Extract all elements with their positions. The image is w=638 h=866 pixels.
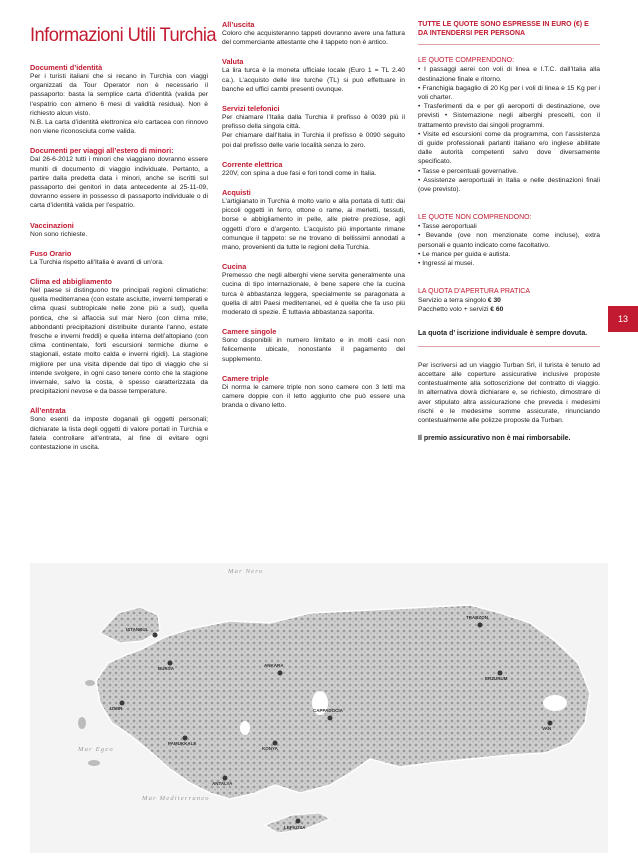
section-body-telefonici-2: Per chiamare dall’Italia in Turchia il prefisso è 0090 seguito poi dal prefisso delle varie località senza lo zero. — [222, 132, 405, 149]
iscrizione-note: La quota d’ iscrizione individuale è sempre dovuta. — [418, 329, 588, 337]
comprendono-item: • Assistenze aeroportuali in Italia e nelle destinazioni finali (ove previsto). — [418, 176, 600, 194]
non-comprendono-item: • Ingressi ai musei. — [418, 260, 475, 268]
section-heading-vaccinazioni: Vaccinazioni — [30, 220, 74, 230]
quotes-header: TUTTE LE QUOTE SONO ESPRESSE IN EURO (€) E DA INTENDERSI PER PERSONA — [418, 21, 589, 38]
section-body-clima: Nel paese si distinguono tre principali regioni climatiche: quella mediterranea (con estate asciutte, inverni temperati e clima quasi subtropicale nelle zone più a sud), quella pontica, che si affaccia sul mar Nero (con clima mite, abbondanti precipitazioni distribuite durante l’anno, estate fresche e inverni freddi) e quella interna dell’altopiano (con clima continentale, forti escursioni termiche diurne e stagionali, estate molto calda e inverni rigidi). La stagione migliore per una visita dipende dal tipo di viaggio che si intende svolgere, in ogni caso tenere conto che la stagione invernale, salvo la costa, è spesso caratterizzata da precipitazioni nevose e da basse temperature. — [30, 287, 208, 396]
apertura-pratica-value: € 30 — [487, 297, 501, 305]
section-body-uscita: Coloro che acquisteranno tappeti dovranno avere una fattura del commerciante attestante che il tappeto non è antico. — [222, 30, 405, 47]
apertura-pratica-label: Pacchetto volo + servizi — [418, 306, 491, 314]
map-city-label: TRABZON — [466, 615, 488, 620]
comprendono-item: • Visite ed escursioni come da programma, con l’assistenza di guide professionali parlanti italiano e/o inglese abilitate dalle autorità competenti salvo dove diversamente specificato. — [418, 130, 600, 166]
apertura-pratica-line — [418, 296, 600, 305]
section-body-valuta: La lira turca è la moneta ufficiale locale (Euro 1 = TL 2.40 ca.). L’acquisto delle lire turche (TL) si può effettuare in banche ed uffici cambi presenti ovunque. — [222, 67, 405, 93]
section-body-cucina: Premesso che negli alberghi viene servita generalmente una cucina di tipo internazionale, è bene sapere che la cucina turca è abbastanza leggera, specialmente se paragonata a quella di altri Paesi mediterranei, ed è quella che fa uso più moderato di spezie. È tuttavia abbastanza saporita. — [222, 272, 405, 317]
comprendono-heading: LE QUOTE COMPRENDONO: — [418, 57, 515, 65]
column-middle — [222, 20, 405, 410]
map-city-label: LEFKOSA — [284, 825, 306, 830]
section-heading-corrente: Corrente elettrica — [222, 159, 283, 169]
section-body-corrente: 220V, con spina a due fasi e fori tondi come in Italia. — [222, 169, 377, 177]
non-comprendono-heading: LE QUOTE NON COMPRENDONO: — [418, 214, 532, 222]
map-city-label: PAMUKKALE — [168, 741, 197, 746]
sea-label-north: Mar Nero — [228, 568, 264, 575]
section-body-acquisti: L’artigianato in Turchia è molto vario e alla portata di tutti: dai piccoli oggetti in ferro, ottone o rame, ai merletti, tessuti, borse e abbigliamento in pelle, alle pietre preziose, agli oggetti d’oro e d’argento. L’acquisto più importante rimane comunque il tappeto: se ne trovano di bellissimi annodati a mano, provenienti da tutte le regioni della Turchia. — [222, 198, 405, 252]
section-body-singole: Sono disponibili in numero limitato e in molti casi non felicemente ubicate, nonostante il pagamento del supplemento. — [222, 337, 405, 363]
divider — [418, 346, 600, 347]
assicurazione-text: Per iscriversi ad un viaggio Turban Srl, il turista è tenuto ad accettare alle coperture assicurative inclusive proposte contestualmente alla sottoscrizione del contratto di viaggio. In alternativa dovrà dichiarare e, se richiesto, dimostrare di aver stipulato altra assicurazione che preveda i medesimi rischi e le medesime somme assicurate, rinunciando contestualmente alle polizze proposte da Turban. — [418, 361, 600, 425]
map-city-label: ANKARA — [264, 663, 284, 668]
section-heading-clima: Clima ed abbigliamento — [30, 277, 112, 287]
divider — [418, 44, 600, 45]
map-city-label: VAN — [542, 726, 552, 731]
section-heading-minori: Documenti per viaggi all’estero di minori: — [30, 146, 174, 156]
section-body-triple: Di norma le camere triple non sono camere con 3 letti ma camere doppie con il letto aggiunto che può essere una branda o divano letto. — [222, 383, 405, 410]
map-city-label: ERZURUM — [485, 676, 508, 681]
map-city-label: IZMIR — [110, 706, 123, 711]
section-note-documenti: N.B. La carta d’identità elettronica e/o cartacea con rinnovo non viene riconosciuta come valida. — [30, 119, 208, 136]
section-heading-documenti: Documenti d’identità — [30, 63, 103, 72]
section-heading-singole: Camere singole — [222, 327, 277, 337]
comprendono-item: • Franchigia bagaglio di 20 Kg per i voli di linea e 15 Kg per i voli charter. — [418, 84, 600, 102]
section-heading-fuso: Fuso Orario — [30, 248, 72, 258]
apertura-pratica-line — [418, 305, 600, 314]
non-comprendono-item: • Le mance per guida e autista. — [418, 250, 511, 258]
section-heading-acquisti: Acquisti — [222, 188, 251, 198]
column-left — [30, 20, 217, 452]
non-comprendono-item: • Tasse aeroportuali — [418, 223, 477, 231]
section-heading-cucina: Cucina — [222, 262, 247, 272]
map-city-label: ANTALYA — [212, 781, 233, 786]
section-heading-valuta: Valuta — [222, 57, 244, 67]
map-city-label: KONYA — [262, 746, 278, 751]
section-body-telefonici-1: Per chiamare l’Italia dalla Turchia il prefisso è 0039 più il prefisso della singola città. — [222, 114, 405, 131]
apertura-pratica-value: € 60 — [490, 306, 504, 314]
section-body-minori: Dal 26-6-2012 tutti i minori che viaggiano dovranno essere muniti di documento di viaggio individuale. Pertanto, a partire dalla predetta data i minori, anche se iscritti sul passaporto dei genitori in data antecedente al 25-11-09, dovranno essere in possesso di passaporto individuale o di carta d’identità valida per l’espatrio. — [30, 156, 208, 210]
page-title: Informazioni Utili Turchia — [30, 24, 217, 46]
apertura-pratica-heading: LA QUOTA D’APERTURA PRATICA — [418, 288, 531, 296]
sea-label-south: Mar Mediterraneo — [142, 795, 210, 802]
premio-note: Il premio assicurativo non è mai rimborsabile. — [418, 435, 571, 443]
map-city-label: CAPPADOCIA — [313, 708, 343, 713]
section-body-fuso: La Turchia rispetto all’Italia è avanti di un’ora. — [30, 258, 164, 266]
sea-label-west: Mar Egeo — [78, 746, 114, 753]
section-heading-entrata: All’entrata — [30, 406, 66, 416]
section-body-documenti: Per i turisti italiani che si recano in Turchia con viaggi organizzati da Tour Operator non è necessario il passaporto: basta la semplice carta d’identità (valida per l’espatrio con almeno 6 mesi di validità residua). Non è richiesto alcun visto. — [30, 73, 208, 117]
section-heading-telefonici: Servizi telefonici — [222, 104, 280, 114]
map-city-label: BURSA — [158, 666, 175, 671]
column-right — [418, 20, 600, 444]
comprendono-item: • Tasse e percentuali governative. — [418, 167, 518, 175]
section-heading-triple: Camere triple — [222, 373, 269, 383]
map-city-label: ISTANBUL — [126, 627, 149, 632]
section-body-entrata: Sono esenti da imposte doganali gli oggetti personali; dichiarate la lista degli oggetti di valore portati in Turchia e fatela controllare all’entrata, al fine di evitare ogni contestazione in uscita. — [30, 416, 208, 452]
page-number-tab: 13 — [608, 306, 638, 332]
non-comprendono-item: • Bevande (ove non menzionate come incluse), extra personali e quanto indicato come facoltativo. — [418, 232, 600, 249]
section-body-vaccinazioni: Non sono richieste. — [30, 230, 88, 238]
apertura-pratica-label: Servizio a terra singolo — [418, 297, 488, 305]
comprendono-item: • Trasferimenti da e per gli aeroporti di destinazione, ove previsti • Sistemazione negli alberghi prescelti, con il trattamento previsto dai singoli programmi. — [418, 103, 600, 129]
comprendono-item: • I passaggi aerei con voli di linea e I.T.C. dall’Italia alla destinazione finale e ritorno. — [418, 66, 600, 83]
turkey-map — [30, 563, 608, 853]
section-heading-uscita: All’uscita — [222, 20, 255, 29]
